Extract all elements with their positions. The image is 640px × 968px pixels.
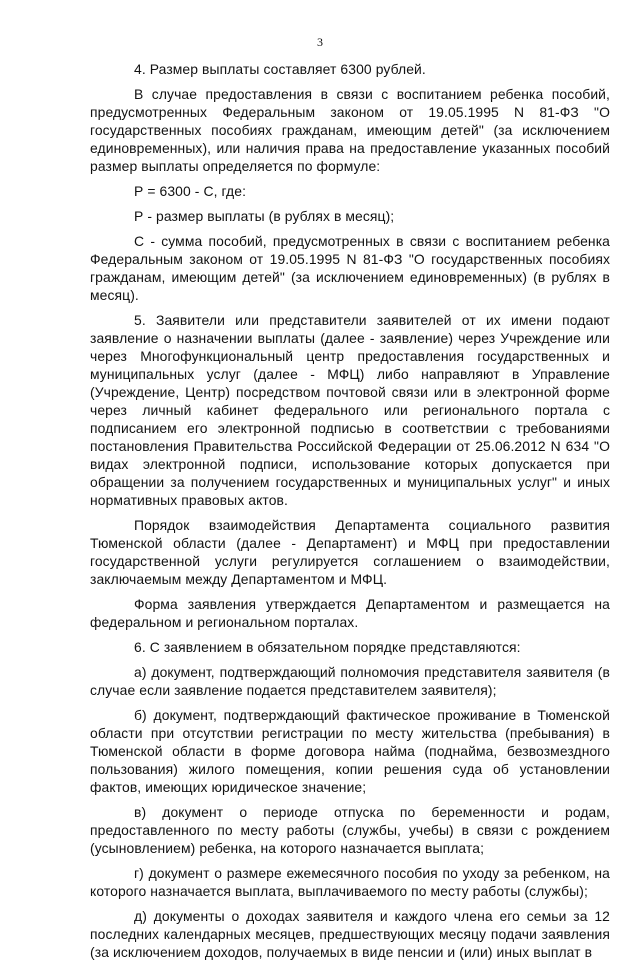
paragraph-interaction-procedure: Порядок взаимодействия Департамента социального развития Тюменской области (далее - Департамент) и МФЦ при предоставлении государственной услуги регулируется соглашением о взаимодействии, заключаемым между Департаментом и МФЦ. bbox=[90, 517, 610, 587]
paragraph-application-submission: 5. Заявители или представители заявителей от их имени подают заявление о назначении выплаты (далее - заявление) через Учреждение или через Многофункциональный центр предоставления государственных и муниципальных услуг (далее - МФЦ) либо направляют в Управление (Учреждение, Центр) посредством почтовой связи или в электронной форме через личный кабинет федерального или регионального портала с подписанием его электронной подписью в соответствии с требованиями постановления Правительства Российской Федерации от 25.06.2012 N 634 "О видах электронной подписи, использование которых допускается при обращении за получением государственных и муниципальных услуг" и иных нормативных правовых актов. bbox=[90, 312, 610, 508]
paragraph-application-form: Форма заявления утверждается Департаментом и размещается на федеральном и региональном порталах. bbox=[90, 596, 610, 630]
document-body bbox=[90, 60, 610, 968]
list-item-v: в) документ о периоде отпуска по беременности и родам, предоставленного по месту работы (службы, учебы) в связи с рождением (усыновлением) ребенка, на которого назначается выплата; bbox=[90, 804, 610, 856]
paragraph-benefits-condition: В случае предоставления в связи с воспитанием ребенка пособий, предусмотренных Федеральным законом от 19.05.1995 N 81-ФЗ "О государственных пособиях гражданам, имеющим детей" (за исключением единовременных), или наличия права на предоставление указанных пособий размер выплаты определяется по формуле: bbox=[90, 86, 610, 174]
paragraph-formula: Р = 6300 - С, где: bbox=[134, 183, 247, 199]
paragraph-formula-p-definition: Р - размер выплаты (в рублях в месяц); bbox=[134, 208, 395, 224]
list-item-d: д) документы о доходах заявителя и каждого члена его семьи за 12 последних календарных месяцев, предшествующих месяцу подачи заявления (за исключением доходов, получаемых в виде пенсии и (или) иных выплат в bbox=[90, 908, 610, 960]
list-item-a: а) документ, подтверждающий полномочия представителя заявителя (в случае если заявление подается представителем заявителя); bbox=[90, 664, 610, 698]
list-item-g: г) документ о размере ежемесячного пособия по уходу за ребенком, на которого назначается выплата, выплачиваемого по месту работы (службы); bbox=[90, 865, 610, 899]
paragraph-required-documents: 6. С заявлением в обязательном порядке представляются: bbox=[134, 639, 521, 655]
paragraph-formula-c-definition: С - сумма пособий, предусмотренных в связи с воспитанием ребенка Федеральным законом от 19.05.1995 N 81-ФЗ "О государственных пособиях гражданам, имеющим детей" (за исключением единовременных) (в рублях в месяц). bbox=[90, 233, 610, 303]
page-number: 3 bbox=[317, 35, 323, 49]
list-item-b: б) документ, подтверждающий фактическое проживание в Тюменской области при отсутствии регистрации по месту жительства (пребывания) в Тюменской области в форме договора найма (поднайма, безвозмездного пользования) жилого помещения, копии решения суда об установлении фактов, имеющих юридическое значение; bbox=[90, 707, 610, 795]
paragraph-payment-amount: 4. Размер выплаты составляет 6300 рублей. bbox=[134, 61, 426, 77]
